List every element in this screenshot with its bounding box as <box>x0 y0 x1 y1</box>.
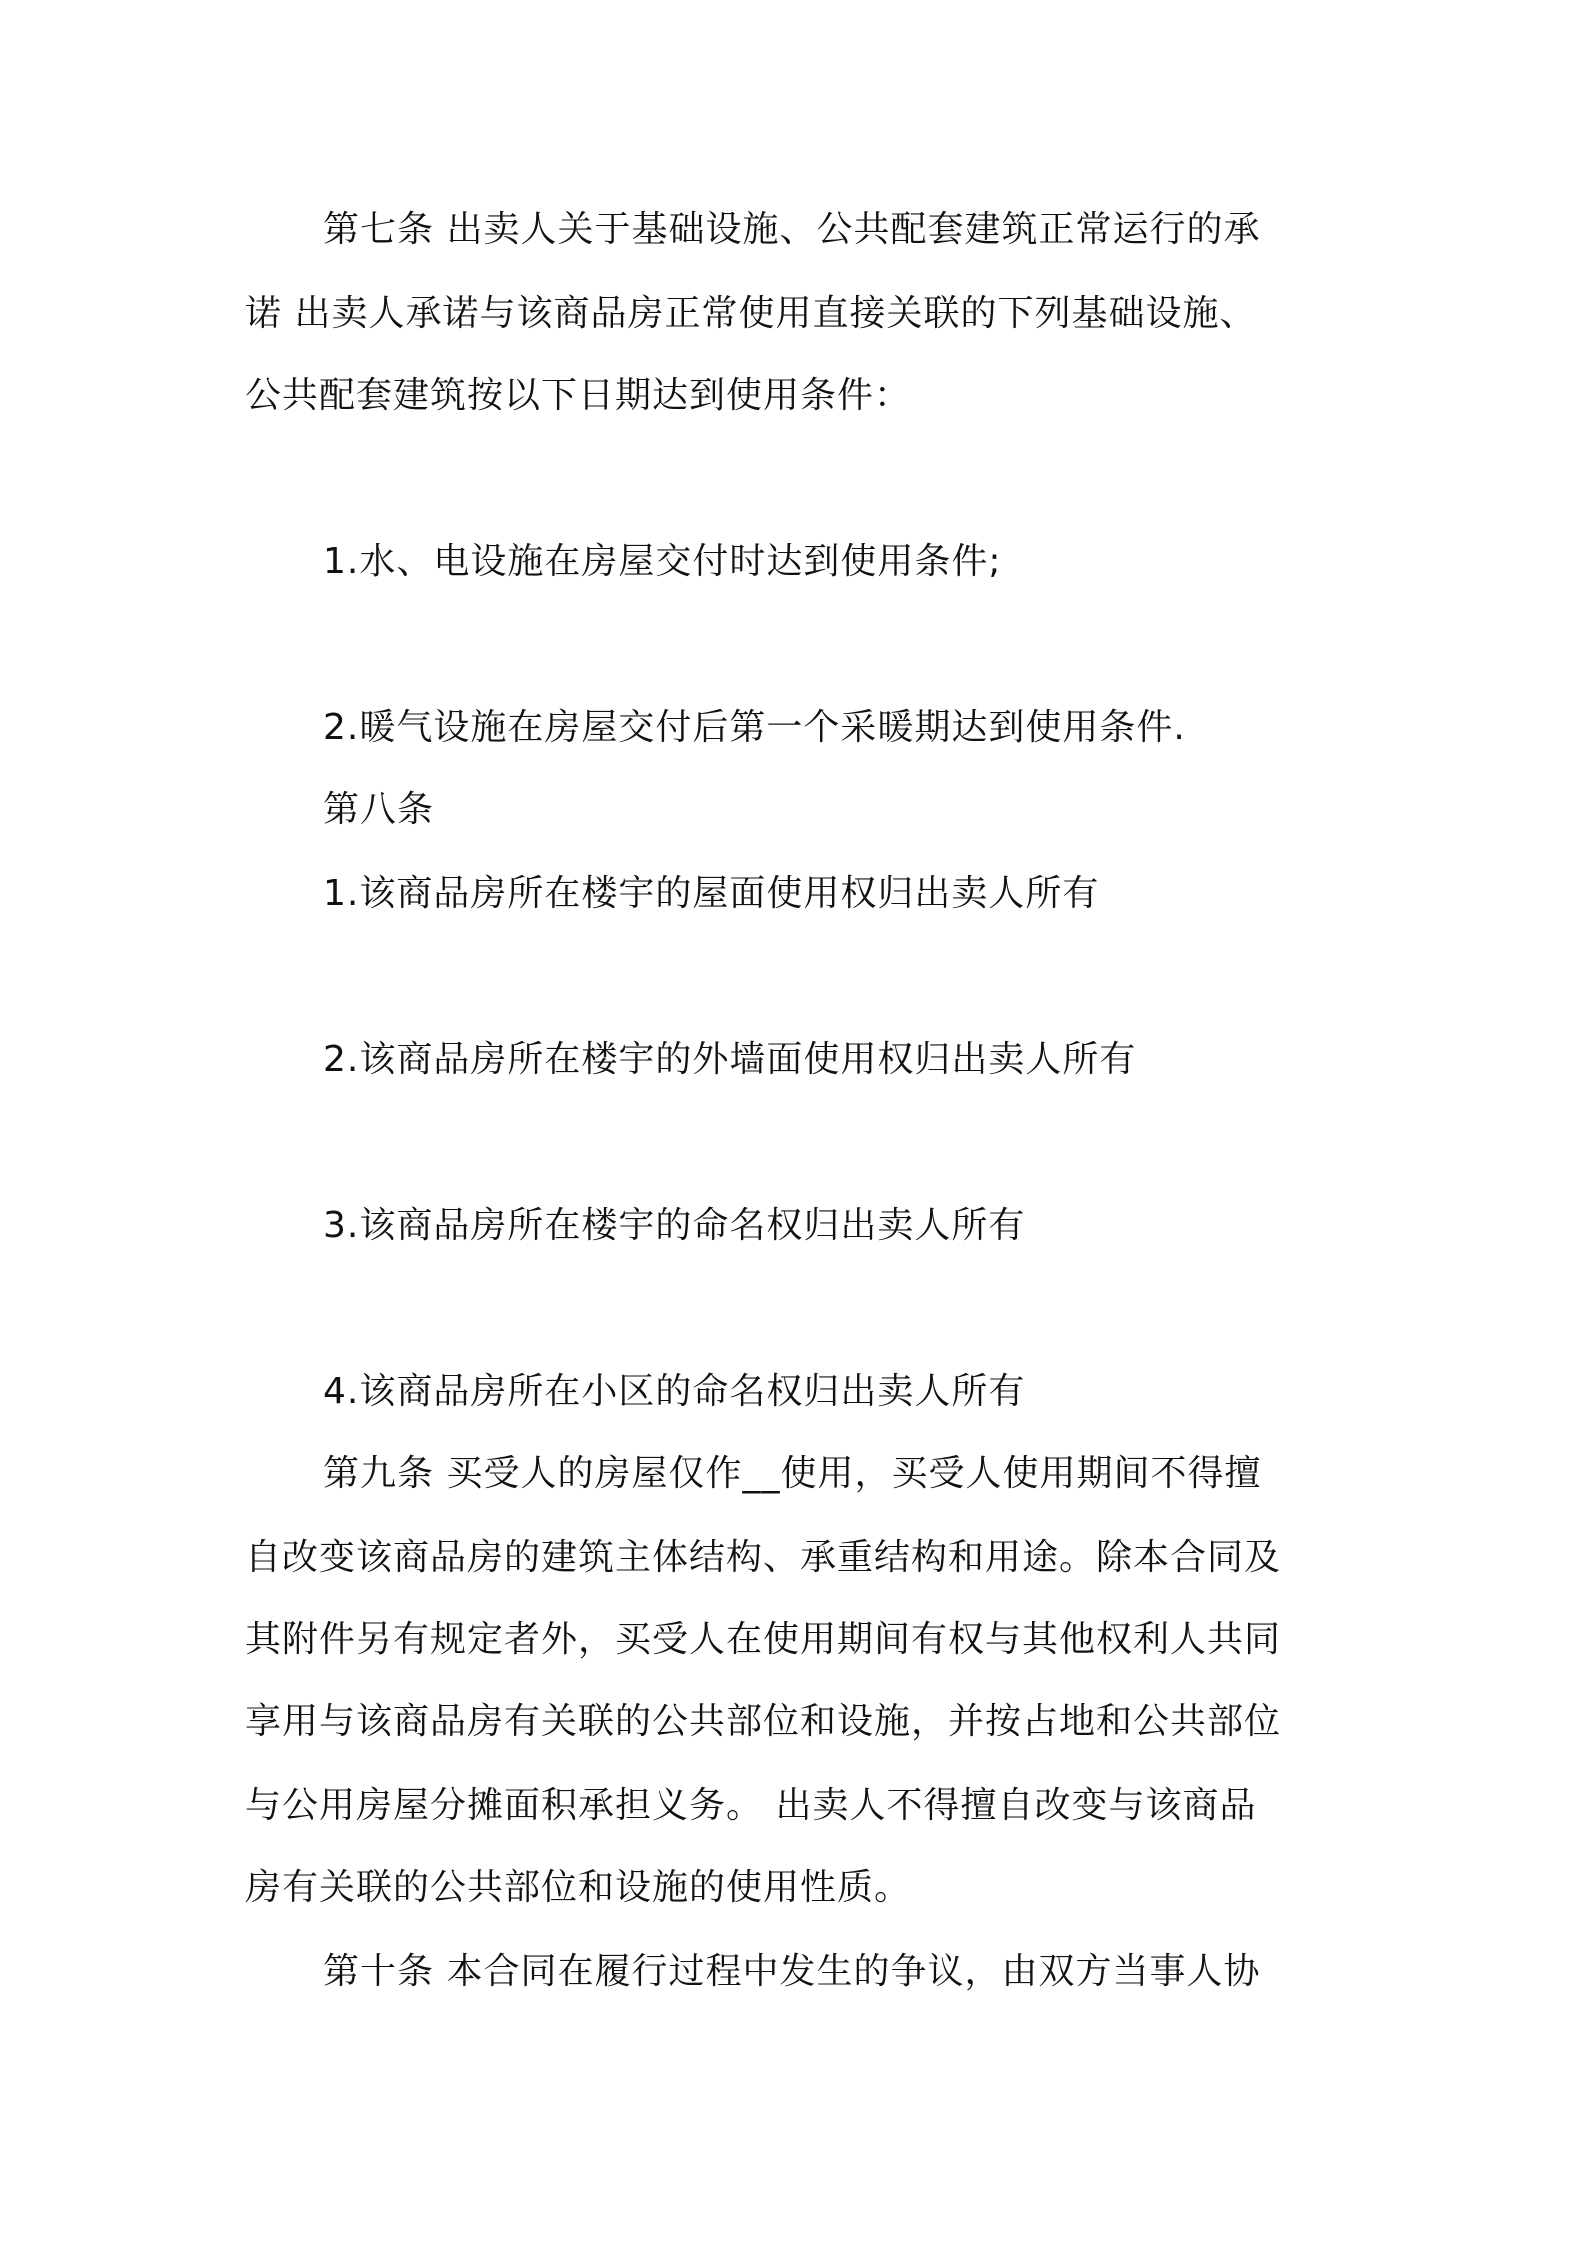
article8-item1: 1.该商品房所在楼宇的屋面使用权归出卖人所有 <box>323 873 1100 914</box>
article10-line1: 第十条 本合同在履行过程中发生的争议，由双方当事人协 <box>323 1951 1261 1992</box>
article7-item1: 1.水、电设施在房屋交付时达到使用条件; <box>323 541 1002 582</box>
article9-line3: 其附件另有规定者外，买受人在使用期间有权与其他权利人共同 <box>245 1619 1282 1660</box>
article9-line4: 享用与该商品房有关联的公共部位和设施，并按占地和公共部位 <box>245 1701 1282 1742</box>
article9-line1: 第九条 买受人的房屋仅作__使用，买受人使用期间不得擅 <box>323 1453 1262 1494</box>
article8-item4: 4.该商品房所在小区的命名权归出卖人所有 <box>323 1371 1026 1412</box>
article8-heading: 第八条 <box>323 789 435 830</box>
article9-line6: 房有关联的公共部位和设施的使用性质。 <box>245 1867 912 1908</box>
article8-item3: 3.该商品房所在楼宇的命名权归出卖人所有 <box>323 1205 1026 1246</box>
article9-line2: 自改变该商品房的建筑主体结构、承重结构和用途。除本合同及 <box>245 1537 1282 1578</box>
article7-item2: 2.暖气设施在房屋交付后第一个采暖期达到使用条件. <box>323 707 1186 748</box>
article7-line2: 诺 出卖人承诺与该商品房正常使用直接关联的下列基础设施、 <box>245 293 1257 334</box>
article7-line3: 公共配套建筑按以下日期达到使用条件： <box>245 375 912 416</box>
article7-line1: 第七条 出卖人关于基础设施、公共配套建筑正常运行的承 <box>323 209 1261 250</box>
article9-line5: 与公用房屋分摊面积承担义务。 出卖人不得擅自改变与该商品 <box>245 1785 1257 1826</box>
article8-item2: 2.该商品房所在楼宇的外墙面使用权归出卖人所有 <box>323 1039 1137 1080</box>
